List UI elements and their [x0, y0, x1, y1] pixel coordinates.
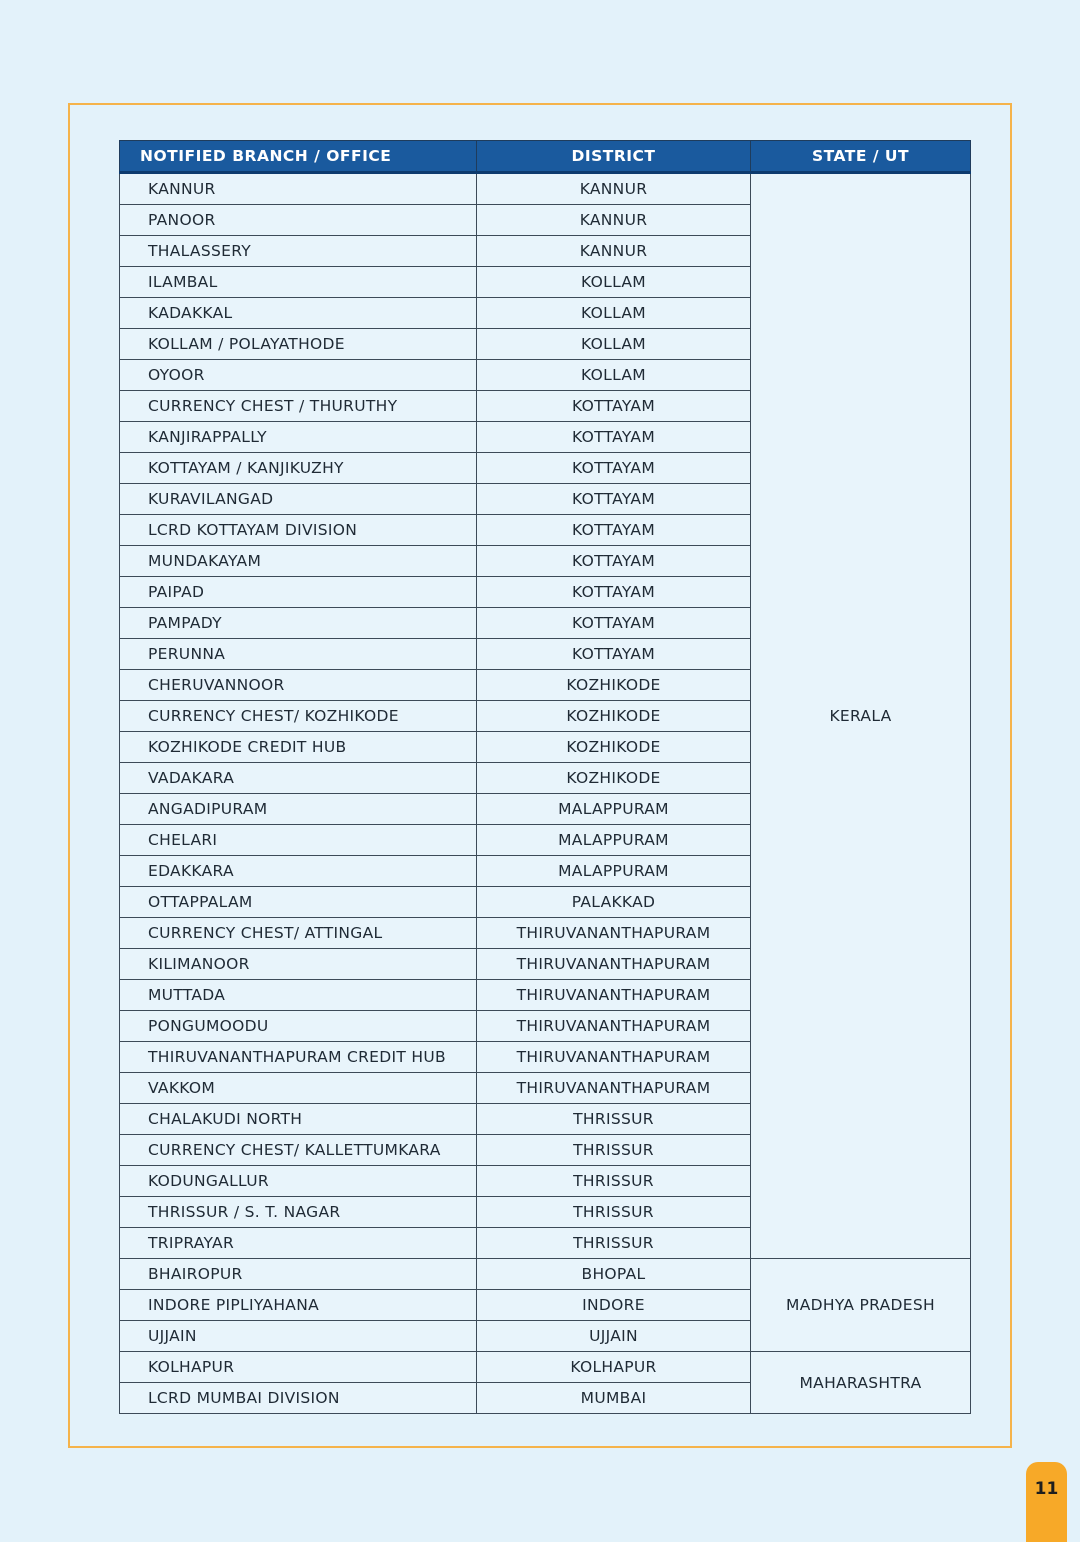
branch-cell: CURRENCY CHEST/ KALLETTUMKARA — [120, 1135, 477, 1166]
branch-cell: KURAVILANGAD — [120, 484, 477, 515]
district-cell: THRISSUR — [477, 1104, 751, 1135]
branch-cell: CURRENCY CHEST/ ATTINGAL — [120, 918, 477, 949]
table-row — [120, 1259, 971, 1290]
table-row — [120, 173, 971, 205]
branch-cell: CHALAKUDI NORTH — [120, 1104, 477, 1135]
district-cell: THIRUVANANTHAPURAM — [477, 1011, 751, 1042]
district-cell: KOTTAYAM — [477, 577, 751, 608]
table-header-row — [120, 141, 971, 173]
district-cell: THRISSUR — [477, 1135, 751, 1166]
branch-cell: KOZHIKODE CREDIT HUB — [120, 732, 477, 763]
branch-cell: CURRENCY CHEST / THURUTHY — [120, 391, 477, 422]
branch-cell: PANOOR — [120, 205, 477, 236]
district-cell: MALAPPURAM — [477, 856, 751, 887]
branch-cell: KOTTAYAM / KANJIKUZHY — [120, 453, 477, 484]
district-cell: KOZHIKODE — [477, 732, 751, 763]
district-cell: UJJAIN — [477, 1321, 751, 1352]
state-cell: KERALA — [751, 173, 971, 1259]
branch-cell: INDORE PIPLIYAHANA — [120, 1290, 477, 1321]
district-cell: THRISSUR — [477, 1197, 751, 1228]
district-cell: MUMBAI — [477, 1383, 751, 1414]
table-body — [120, 173, 971, 1414]
branch-cell: THIRUVANANTHAPURAM CREDIT HUB — [120, 1042, 477, 1073]
district-cell: KOLLAM — [477, 329, 751, 360]
branch-cell: PONGUMOODU — [120, 1011, 477, 1042]
branch-cell: UJJAIN — [120, 1321, 477, 1352]
branch-cell: CURRENCY CHEST/ KOZHIKODE — [120, 701, 477, 732]
district-cell: KOLLAM — [477, 298, 751, 329]
district-cell: THIRUVANANTHAPURAM — [477, 1042, 751, 1073]
branch-cell: KODUNGALLUR — [120, 1166, 477, 1197]
branch-cell: TRIPRAYAR — [120, 1228, 477, 1259]
branch-cell: MUNDAKAYAM — [120, 546, 477, 577]
district-cell: KOLLAM — [477, 360, 751, 391]
branch-cell: OTTAPPALAM — [120, 887, 477, 918]
branch-cell: THRISSUR / S. T. NAGAR — [120, 1197, 477, 1228]
header-branch: NOTIFIED BRANCH / OFFICE — [120, 141, 477, 173]
district-cell: KOTTAYAM — [477, 546, 751, 577]
district-cell: KOTTAYAM — [477, 422, 751, 453]
branch-cell: OYOOR — [120, 360, 477, 391]
district-cell: BHOPAL — [477, 1259, 751, 1290]
district-cell: PALAKKAD — [477, 887, 751, 918]
district-cell: KOTTAYAM — [477, 639, 751, 670]
page-number-tab: 11 — [1026, 1462, 1067, 1542]
district-cell: KOTTAYAM — [477, 515, 751, 546]
branch-cell: LCRD KOTTAYAM DIVISION — [120, 515, 477, 546]
branch-cell: THALASSERY — [120, 236, 477, 267]
district-cell: MALAPPURAM — [477, 794, 751, 825]
district-cell: KOLLAM — [477, 267, 751, 298]
branch-cell: ANGADIPURAM — [120, 794, 477, 825]
state-cell: MAHARASHTRA — [751, 1352, 971, 1414]
branch-cell: KANNUR — [120, 173, 477, 205]
branch-cell: VAKKOM — [120, 1073, 477, 1104]
district-cell: KOTTAYAM — [477, 608, 751, 639]
branch-cell: EDAKKARA — [120, 856, 477, 887]
table-row — [120, 1352, 971, 1383]
district-cell: THIRUVANANTHAPURAM — [477, 1073, 751, 1104]
branch-cell: KADAKKAL — [120, 298, 477, 329]
district-cell: THIRUVANANTHAPURAM — [477, 980, 751, 1011]
branch-cell: PAIPAD — [120, 577, 477, 608]
district-cell: KOTTAYAM — [477, 391, 751, 422]
header-district: DISTRICT — [477, 141, 751, 173]
district-cell: INDORE — [477, 1290, 751, 1321]
district-cell: KOZHIKODE — [477, 701, 751, 732]
branch-cell: CHERUVANNOOR — [120, 670, 477, 701]
branch-cell: KANJIRAPPALLY — [120, 422, 477, 453]
district-cell: KANNUR — [477, 236, 751, 267]
branch-office-table — [119, 140, 971, 1414]
header-state: STATE / UT — [751, 141, 971, 173]
branch-cell: PERUNNA — [120, 639, 477, 670]
district-cell: KOZHIKODE — [477, 763, 751, 794]
district-cell: KOZHIKODE — [477, 670, 751, 701]
district-cell: KOTTAYAM — [477, 453, 751, 484]
district-cell: KOLHAPUR — [477, 1352, 751, 1383]
branch-cell: CHELARI — [120, 825, 477, 856]
district-cell: THRISSUR — [477, 1166, 751, 1197]
state-cell: MADHYA PRADESH — [751, 1259, 971, 1352]
district-cell: KANNUR — [477, 205, 751, 236]
branch-cell: MUTTADA — [120, 980, 477, 1011]
branch-cell: ILAMBAL — [120, 267, 477, 298]
branch-cell: LCRD MUMBAI DIVISION — [120, 1383, 477, 1414]
district-cell: THIRUVANANTHAPURAM — [477, 918, 751, 949]
district-cell: KANNUR — [477, 173, 751, 205]
district-cell: MALAPPURAM — [477, 825, 751, 856]
district-cell: THRISSUR — [477, 1228, 751, 1259]
branch-cell: KOLHAPUR — [120, 1352, 477, 1383]
branch-cell: KILIMANOOR — [120, 949, 477, 980]
branch-cell: BHAIROPUR — [120, 1259, 477, 1290]
branch-cell: KOLLAM / POLAYATHODE — [120, 329, 477, 360]
branch-cell: PAMPADY — [120, 608, 477, 639]
district-cell: KOTTAYAM — [477, 484, 751, 515]
district-cell: THIRUVANANTHAPURAM — [477, 949, 751, 980]
branch-cell: VADAKARA — [120, 763, 477, 794]
